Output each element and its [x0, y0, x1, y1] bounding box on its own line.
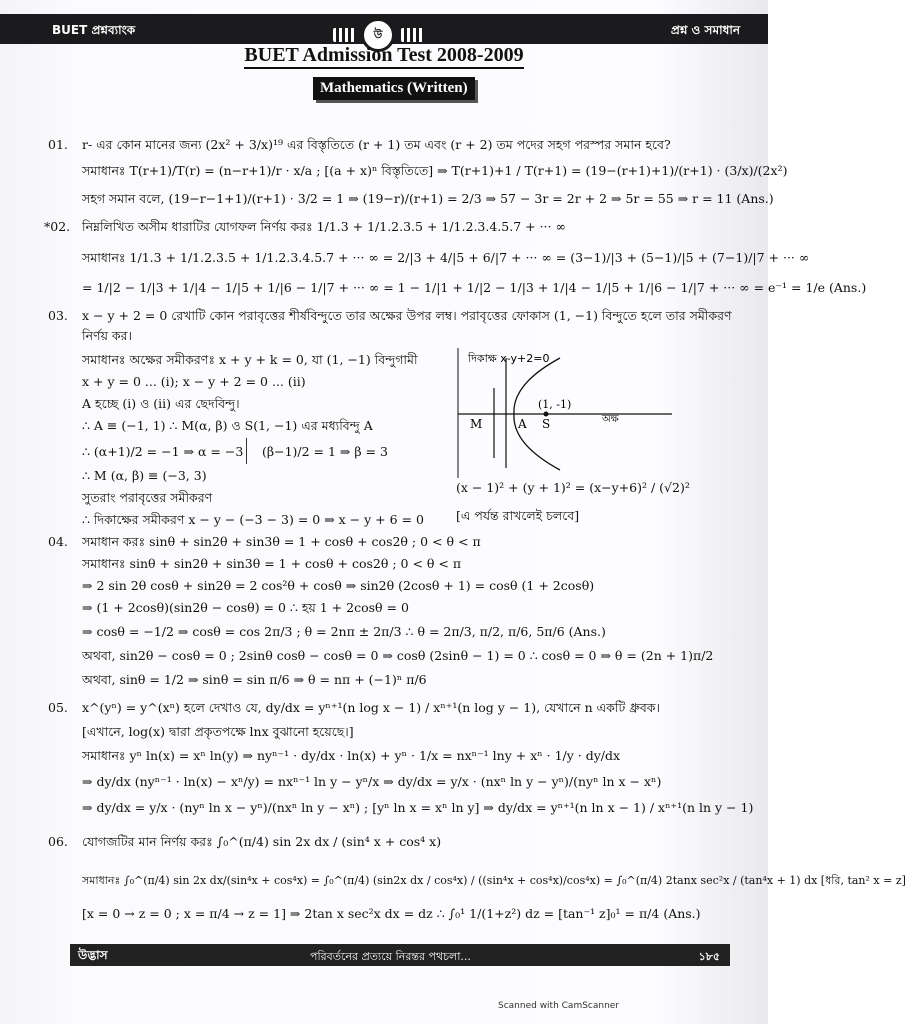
- divider: [246, 438, 247, 464]
- question-text: সমাধান করঃ sinθ + sin2θ + sin3θ = 1 + cosθ + cos2θ ; 0 < θ < π: [82, 534, 481, 549]
- solution-line: ⇒ cosθ = −1/2 ⇒ cosθ = cos 2π/3 ; θ = 2nπ ± 2π/3 ∴ θ = 2π/3, π/2, π/6, 5π/6 (Ans.): [82, 624, 606, 639]
- point-m-label: M: [470, 417, 483, 431]
- question-number: 01.: [48, 137, 68, 152]
- scanner-watermark: Scanned with CamScanner: [498, 1001, 620, 1011]
- solution-line: অথবা, sin2θ − cosθ = 0 ; 2sinθ cosθ − cosθ = 0 ⇒ cosθ (2sinθ − 1) = 0 ∴ cosθ = 0 ⇒ θ = (2n + 1)π/2: [82, 648, 714, 663]
- solution-line: ∴ A ≡ (−1, 1) ∴ M(α, β) ও S(1, −1) এর মধ্যবিন্দু A: [82, 418, 373, 433]
- solution-line: সমাধানঃ yⁿ ln(x) = xⁿ ln(y) ⇒ nyⁿ⁻¹ · dy/dx · ln(x) + yⁿ · 1/x = nxⁿ⁻¹ lny + xⁿ · 1/y · dy/dx: [82, 748, 621, 763]
- question-text: যোগজটির মান নির্ণয় করঃ ∫₀^(π/4) sin 2x dx / (sin⁴ x + cos⁴ x): [82, 834, 442, 849]
- solution-line: ∴ M (α, β) ≡ (−3, 3): [82, 468, 207, 483]
- solution-line: সুতরাং পরাবৃত্তের সমীকরণ: [82, 490, 213, 505]
- solution-line: অথবা, sinθ = 1/2 ⇒ sinθ = sin π/6 ⇒ θ = nπ + (−1)ⁿ π/6: [82, 672, 427, 687]
- focus-label: (1, -1): [538, 398, 572, 411]
- udvash-logo-icon: উ: [361, 18, 395, 52]
- footer-logo: উদ্ভাস: [78, 948, 108, 962]
- ornament-stripe-right: [401, 28, 423, 42]
- solution-line: সমাধানঃ T(r+1)/T(r) = (n−r+1)/r · x/a ; [(a + x)ⁿ বিস্তৃতিতে] ⇒ T(r+1)+1 / T(r+1) = (19−(r+1)+1)/(r+1) · (3/x)/(2x²): [82, 163, 788, 178]
- point-s-label: S: [542, 417, 551, 431]
- question-text: r- এর কোন মানের জন্য (2x² + 3/x)¹⁹ এর বিস্তৃতিতে (r + 1) তম এবং (r + 2) তম পদের সহগ পরস্পর সমান হবে?: [82, 137, 671, 152]
- solution-line: সহগ সমান বলে, (19−r−1+1)/(r+1) · 3/2 = 1 ⇒ (19−r)/(r+1) = 2/3 ⇒ 57 − 3r = 2r + 2 ⇒ 5r = 55 ⇒ r = 11 (Ans.): [82, 191, 774, 206]
- question-number: 06.: [48, 834, 68, 849]
- solution-line: সমাধানঃ অক্ষের সমীকরণঃ x + y + k = 0, যা (1, −1) বিন্দুগামী: [82, 352, 418, 367]
- focus-point: [544, 412, 549, 417]
- axis-label: অক্ষ: [602, 414, 619, 425]
- question-number: 03.: [48, 308, 68, 323]
- solution-line: ∴ দিকাক্ষের সমীকরণ x − y − (−3 − 3) = 0 ⇒ x − y + 6 = 0: [82, 512, 424, 527]
- ornament-stripe-left: [333, 28, 355, 42]
- solution-line: সমাধানঃ sinθ + sin2θ + sin3θ = 1 + cosθ + cos2θ ; 0 < θ < π: [82, 556, 462, 571]
- solution-line: সমাধানঃ 1/1.3 + 1/1.2.3.5 + 1/1.2.3.4.5.7 + ··· ∞ = 2/|3 + 4/|5 + 6/|7 + ··· ∞ = (3−1)/|3 + (5−1)/|5 + (7−1)/|7 + ··· ∞: [82, 250, 810, 265]
- question-text: x^(yⁿ) = y^(xⁿ) হলে দেখাও যে, dy/dx = yⁿ⁺¹(n log x − 1) / xⁿ⁺¹(n log y − 1), যেখানে n একটি ধ্রুবক।: [82, 700, 661, 715]
- header-book-title: BUET প্রশ্নব্যাংক: [52, 23, 136, 37]
- solution-line: (β−1)/2 = 1 ⇒ β = 3: [262, 444, 388, 459]
- header-section: প্রশ্ন ও সমাধান: [670, 23, 740, 37]
- note: [এ পর্যন্ত রাখলেই চলবে]: [456, 508, 580, 523]
- solution-line: ⇒ dy/dx (nyⁿ⁻¹ · ln(x) − xⁿ/y) = nxⁿ⁻¹ ln y − yⁿ/x ⇒ dy/dx = y/x · (nxⁿ ln y − yⁿ)/(nyⁿ ln x − xⁿ): [82, 774, 662, 789]
- parabola-equation: (x − 1)² + (y + 1)² = (x−y+6)² / (√2)²: [456, 480, 690, 495]
- solution-line: [x = 0 → z = 0 ; x = π/4 → z = 1] ⇒ 2tan x sec²x dx = dz ∴ ∫₀¹ 1/(1+z²) dz = [tan⁻¹ z]₀¹ = π/4 (Ans.): [82, 906, 701, 921]
- page-title: BUET Admission Test 2008-2009: [0, 44, 768, 67]
- question-number: *02.: [44, 219, 71, 234]
- solution-line: সমাধানঃ ∫₀^(π/4) sin 2x dx/(sin⁴x + cos⁴x) = ∫₀^(π/4) (sin2x dx / cos⁴x) / ((sin⁴x + cos⁴x)/cos⁴x) = ∫₀^(π/4) 2tanx sec²x / (tan⁴x + 1) dx [ধরি, tan² x = z]: [82, 874, 906, 887]
- solution-line: ∴ (α+1)/2 = −1 ⇒ α = −3: [82, 444, 244, 459]
- solution-line: ⇒ 2 sin 2θ cosθ + sin2θ = 2 cos²θ + cosθ ⇒ sin2θ (2cosθ + 1) = cosθ (1 + 2cosθ): [82, 578, 595, 593]
- question-text: x − y + 2 = 0 রেখাটি কোন পরাবৃত্তের শীর্ষবিন্দুতে তার অক্ষের উপর লম্ব। পরাবৃত্তের ফোকাস (1, −1) বিন্দুতে হলে তার সমীকরণ: [82, 308, 732, 323]
- question-text: নিম্নলিখিত অসীম ধারাটির যোগফল নির্ণয় করঃ 1/1.3 + 1/1.2.3.5 + 1/1.2.3.4.5.7 + ··· ∞: [82, 219, 566, 234]
- solution-line: x + y = 0 ... (i); x − y + 2 = 0 ... (ii): [82, 374, 306, 389]
- note: [এখানে, log(x) দ্বারা প্রকৃতপক্ষে lnx বুঝানো হয়েছে।]: [82, 724, 354, 739]
- solution-line: ⇒ dy/dx = y/x · (nyⁿ ln x − yⁿ)/(nxⁿ ln y − xⁿ) ; [yⁿ ln x = xⁿ ln y] ⇒ dy/dx = yⁿ⁺¹(n ln x − 1) / xⁿ⁺¹(n ln y − 1): [82, 800, 754, 815]
- parabola-diagram: [452, 348, 742, 528]
- question-text: নির্ণয় কর।: [82, 328, 133, 343]
- solution-line: A হচ্ছে (i) ও (ii) এর ছেদবিন্দু।: [82, 396, 240, 411]
- directrix-label: দিকাক্ষ x-y+2=0: [468, 352, 550, 365]
- point-a-label: A: [518, 417, 527, 431]
- footer-slogan: পরিবর্তনের প্রত্যয়ে নিরন্তর পথচলা...: [310, 950, 471, 963]
- solution-line: = 1/|2 − 1/|3 + 1/|4 − 1/|5 + 1/|6 − 1/|7 + ··· ∞ = 1 − 1/|1 + 1/|2 − 1/|3 + 1/|4 − 1/|5 + 1/|6 − 1/|7 + ··· ∞ = e⁻¹ = 1/e (Ans.): [82, 280, 867, 295]
- page-number: ১৮৫: [698, 950, 720, 963]
- footer-bar: [70, 944, 730, 966]
- question-number: 05.: [48, 700, 68, 715]
- question-number: 04.: [48, 534, 68, 549]
- page-subtitle: Mathematics (Written): [313, 77, 475, 100]
- header-bar: [0, 14, 768, 44]
- solution-line: ⇒ (1 + 2cosθ)(sin2θ − cosθ) = 0 ∴ হয় 1 + 2cosθ = 0: [82, 600, 409, 615]
